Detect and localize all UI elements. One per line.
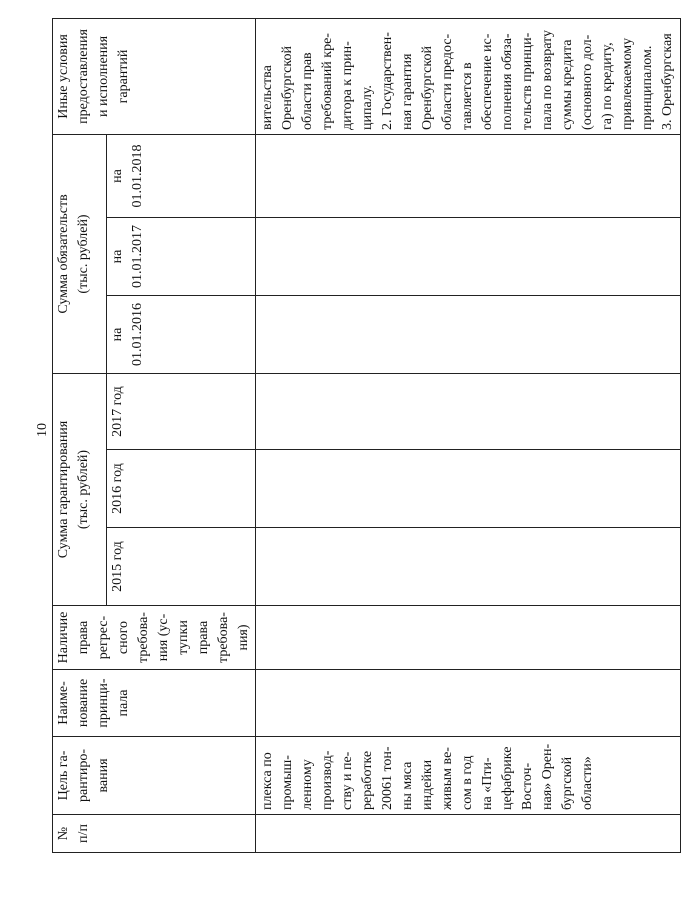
header-year-2016: 2016 год	[106, 450, 255, 528]
cell-principal	[256, 670, 681, 737]
header-purpose: Цель га- рантиро- вания	[53, 737, 256, 815]
header-year-2015: 2015 год	[106, 528, 255, 606]
cell-other-terms: вительства Оренбургской области прав требований кре- дитора к прин- ципалу. 2. Государствен- ная гарантия Оренбургской области предос- тавляется в обеспечение ис- полнения обяза- тельств принци- пала по возврату суммы кредита (основного дол- га) по кредиту, привлекаемому принципалом. 3. Оренбургская	[256, 18, 681, 134]
guarantee-table-rotated	[52, 19, 675, 853]
header-principal: Наиме- нование принци- пала	[53, 670, 256, 737]
header-num: № п/п	[53, 815, 256, 853]
header-regress: Наличие права регрес- сного требова- ния (ус- тупки права требова- ния)	[53, 606, 256, 670]
header-date-2018: на 01.01.2018	[106, 134, 255, 217]
cell-guarantee-2016	[256, 450, 681, 528]
cell-guarantee-2017	[256, 373, 681, 449]
header-obligations-sum: Сумма обязательств (тыс. рублей)	[53, 134, 107, 373]
guarantee-table	[52, 18, 681, 853]
header-date-2017: на 01.01.2017	[106, 217, 255, 295]
header-row-1	[53, 18, 107, 852]
cell-num	[256, 815, 681, 853]
header-guarantee-sum: Сумма гарантирования (тыс. рублей)	[53, 373, 107, 605]
cell-guarantee-2015	[256, 528, 681, 606]
cell-obligation-2018	[256, 134, 681, 217]
table-row	[256, 18, 681, 852]
page-number: 10	[35, 423, 50, 437]
cell-obligation-2016	[256, 295, 681, 373]
cell-purpose: плекса по промыш- ленному производ- ству и пе- реработке 20061 тон- ны мяса индейки живым ве- сом в год на «Пти- цефабрике Восточ- ная» Орен- бургской области»	[256, 737, 681, 815]
header-date-2016: на 01.01.2016	[106, 295, 255, 373]
header-other-terms: Иные условия предоставления и исполнения гарантий	[53, 18, 256, 134]
cell-obligation-2017	[256, 217, 681, 295]
header-year-2017: 2017 год	[106, 373, 255, 449]
cell-regress	[256, 606, 681, 670]
